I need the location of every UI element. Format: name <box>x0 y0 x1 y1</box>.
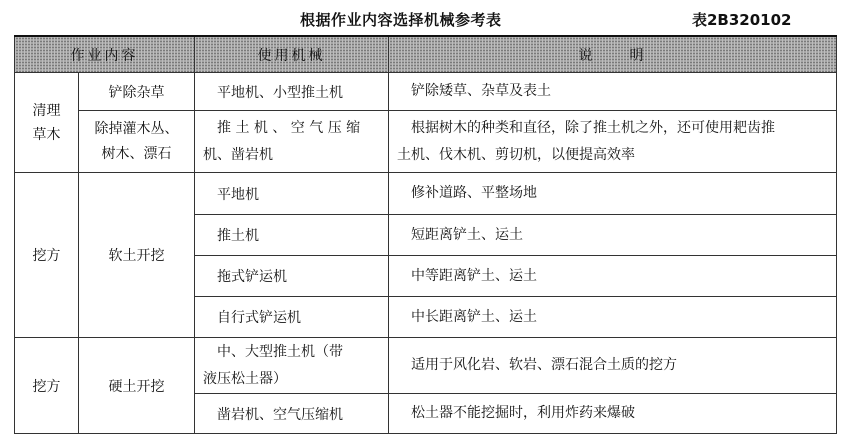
table-title: 根据作业内容选择机械参考表 <box>300 11 502 29</box>
table-row <box>15 338 837 394</box>
machine-cell <box>195 338 389 394</box>
table-row <box>15 173 837 215</box>
note-line: 土机、伐木机、剪切机，以便提高效率 <box>397 146 635 163</box>
note-cell: 松土器不能挖掘时，利用炸药来爆破 <box>389 394 837 434</box>
table-row <box>15 73 837 111</box>
title-row <box>0 0 863 34</box>
note-cell: 修补道路、平整场地 <box>389 173 837 215</box>
table-number: 表2B320102 <box>692 11 792 29</box>
machinery-selection-table <box>14 35 837 434</box>
machine-line: 机、凿岩机 <box>203 146 273 163</box>
machine-cell: 凿岩机、空气压缩机 <box>195 394 389 434</box>
note-cell: 中等距离铲土、运土 <box>389 256 837 297</box>
machine-cell: 推土机 <box>195 215 389 256</box>
sub-category-cell: 铲除杂草 <box>79 73 195 111</box>
note-cell: 中长距离铲土、运土 <box>389 297 837 338</box>
header-work-content: 作业内容 <box>15 36 195 73</box>
machine-line: 中、大型推土机（带 <box>217 343 343 360</box>
note-cell <box>389 111 837 173</box>
machine-line: 液压松土器） <box>203 370 287 387</box>
sub-category-line: 除掉灌木丛、 <box>94 120 179 137</box>
machine-cell: 拖式铲运机 <box>195 256 389 297</box>
sub-category-cell: 软土开挖 <box>79 173 195 338</box>
note-cell: 适用于风化岩、软岩、漂石混合土质的挖方 <box>389 338 837 394</box>
note-cell: 铲除矮草、杂草及表土 <box>389 73 837 111</box>
header-machinery: 使用机械 <box>195 36 389 73</box>
machine-cell: 平地机、小型推土机 <box>195 73 389 111</box>
category-cell <box>15 73 79 173</box>
category-cell: 挖方 <box>15 173 79 338</box>
sub-category-cell <box>79 111 195 173</box>
note-line: 根据树木的种类和直径，除了推土机之外，还可使用耙齿推 <box>411 119 775 136</box>
sub-category-cell: 硬土开挖 <box>79 338 195 434</box>
category-line: 清理 <box>32 102 61 119</box>
category-line: 草木 <box>32 126 61 143</box>
machine-cell: 平地机 <box>195 173 389 215</box>
table-row <box>15 111 837 173</box>
machine-cell: 自行式铲运机 <box>195 297 389 338</box>
header-explanation: 说 明 <box>389 36 837 73</box>
header-row <box>15 36 837 73</box>
category-cell: 挖方 <box>15 338 79 434</box>
note-cell: 短距离铲土、运土 <box>389 215 837 256</box>
machine-line: 推 土 机 、 空 气 压 缩 <box>217 119 361 136</box>
machine-cell <box>195 111 389 173</box>
sub-category-line: 树木、漂石 <box>101 145 172 162</box>
